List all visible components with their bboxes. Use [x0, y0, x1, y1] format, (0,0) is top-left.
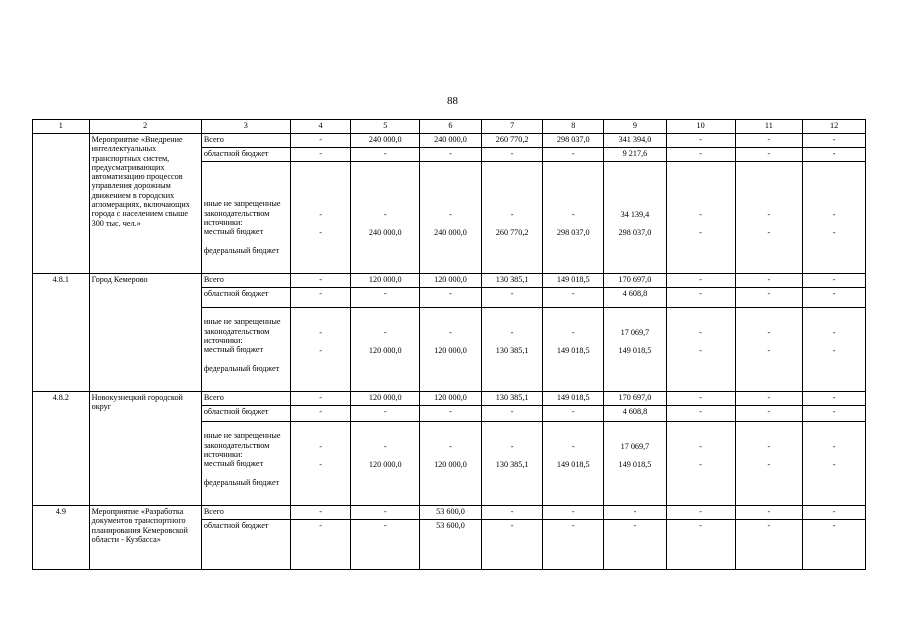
header-cell: 1: [33, 120, 90, 134]
local-budget-value: -: [832, 210, 836, 220]
value-cell: [666, 162, 735, 274]
value-cell: -: [351, 148, 420, 162]
value-cell: -: [290, 392, 351, 406]
value-cell: [351, 162, 420, 274]
value-cell: -: [803, 148, 866, 162]
value-cell: -: [543, 520, 604, 570]
local-budget-value: -: [449, 328, 452, 338]
value-cell: [803, 162, 866, 274]
value-cell: [735, 308, 803, 392]
federal-budget-value: 120 000,0: [434, 459, 467, 469]
federal-budget-value: -: [319, 227, 322, 237]
federal-budget-value: -: [319, 459, 322, 469]
local-budget-value: -: [699, 210, 702, 220]
federal-budget-value: 120 000,0: [434, 345, 467, 355]
header-cell: 11: [735, 120, 803, 134]
local-budget-value: -: [767, 328, 771, 338]
local-budget-value: 17 069,7: [620, 328, 650, 338]
value-cell: -: [351, 506, 420, 520]
value-cell: -: [666, 392, 735, 406]
value-cell: -: [543, 288, 604, 308]
value-cell: [420, 162, 482, 274]
value-cell: -: [351, 288, 420, 308]
header-cell: 8: [543, 120, 604, 134]
value-cell: -: [481, 506, 543, 520]
header-cell: 4: [290, 120, 351, 134]
item-name: Мероприятие «Разработка документов транспортного планирования Кемеровской области - Кузбасса»: [89, 506, 201, 570]
federal-budget-value: 240 000,0: [434, 227, 467, 237]
value-cell: -: [666, 134, 735, 148]
value-cell: [481, 308, 543, 392]
value-cell: [481, 162, 543, 274]
source-label: Всего: [201, 274, 290, 288]
local-budget-value: -: [571, 210, 575, 220]
local-budget-value: -: [510, 442, 514, 452]
value-cell: [735, 422, 803, 506]
federal-budget-value: 130 385,1: [495, 459, 529, 469]
value-cell: -: [481, 288, 543, 308]
federal-budget-value: -: [699, 227, 702, 237]
source-label: Всего: [201, 134, 290, 148]
federal-budget-value: 120 000,0: [368, 345, 402, 355]
value-cell: -: [290, 520, 351, 570]
federal-budget-label: федеральный бюджет: [203, 363, 280, 373]
federal-budget-value: 240 000,0: [368, 227, 402, 237]
header-cell: 7: [481, 120, 543, 134]
source-label: областной бюджет: [201, 148, 290, 162]
value-cell: [481, 422, 543, 506]
value-cell: -: [351, 406, 420, 422]
header-cell: 12: [803, 120, 866, 134]
item-number: 4.9: [33, 506, 90, 570]
header-cell: 10: [666, 120, 735, 134]
value-cell: [543, 422, 604, 506]
local-budget-value: -: [319, 210, 322, 220]
federal-budget-value: 149 018,5: [556, 459, 590, 469]
source-label: Всего: [201, 392, 290, 406]
value-cell: 149 018,5: [543, 392, 604, 406]
federal-budget-value: 298 037,0: [556, 227, 590, 237]
value-cell: [290, 422, 351, 506]
item-name: Город Кемерово: [89, 274, 201, 392]
budget-table: [32, 119, 866, 570]
federal-budget-value: -: [767, 227, 771, 237]
item-number: [33, 134, 90, 274]
local-budget-value: -: [383, 442, 387, 452]
value-cell: 341 394,0: [604, 134, 667, 148]
source-label: Всего: [201, 506, 290, 520]
item-name: Новокузнецкий городской округ: [89, 392, 201, 506]
local-budget-value: -: [383, 210, 387, 220]
source-label: [201, 308, 290, 392]
value-cell: -: [290, 288, 351, 308]
source-label: [201, 162, 290, 274]
value-cell: 53 600,0: [420, 520, 482, 570]
value-cell: [351, 308, 420, 392]
value-cell: [420, 422, 482, 506]
value-cell: [543, 162, 604, 274]
value-cell: [351, 422, 420, 506]
value-cell: 120 000,0: [351, 274, 420, 288]
local-budget-value: 17 069,7: [620, 442, 650, 452]
value-cell: -: [666, 506, 735, 520]
value-cell: -: [290, 148, 351, 162]
value-cell: -: [803, 406, 866, 422]
value-cell: -: [481, 520, 543, 570]
value-cell: -: [735, 288, 803, 308]
local-budget-value: -: [571, 328, 575, 338]
header-cell: 9: [604, 120, 667, 134]
value-cell: -: [666, 274, 735, 288]
value-cell: 298 037,0: [543, 134, 604, 148]
value-cell: 170 697,0: [604, 274, 667, 288]
value-cell: -: [666, 406, 735, 422]
federal-budget-value: 149 018,5: [618, 459, 652, 469]
local-budget-value: -: [571, 442, 575, 452]
value-cell: [604, 162, 667, 274]
value-cell: 240 000,0: [420, 134, 482, 148]
value-cell: 149 018,5: [543, 274, 604, 288]
local-budget-value: -: [699, 328, 702, 338]
local-budget-value: -: [319, 328, 322, 338]
source-label: [201, 422, 290, 506]
value-cell: -: [481, 406, 543, 422]
local-budget-label: местный бюджет: [203, 227, 264, 237]
federal-budget-value: -: [699, 459, 702, 469]
source-label: областной бюджет: [201, 288, 290, 308]
page-number: 88: [447, 95, 458, 107]
value-cell: 120 000,0: [420, 274, 482, 288]
value-cell: -: [351, 520, 420, 570]
table-row: [33, 392, 866, 406]
federal-budget-value: -: [832, 459, 836, 469]
header-row: [33, 120, 866, 134]
value-cell: -: [666, 288, 735, 308]
value-cell: -: [290, 506, 351, 520]
value-cell: -: [735, 148, 803, 162]
value-cell: -: [803, 288, 866, 308]
value-cell: -: [735, 274, 803, 288]
value-cell: 240 000,0: [351, 134, 420, 148]
header-cell: 3: [201, 120, 290, 134]
value-cell: -: [604, 506, 667, 520]
federal-budget-label: федеральный бюджет: [203, 477, 280, 487]
value-cell: [735, 162, 803, 274]
other-sources-label: иные не запрещенные законодательством источники:: [203, 431, 281, 459]
table-row: [33, 274, 866, 288]
local-budget-value: -: [767, 210, 771, 220]
value-cell: -: [735, 520, 803, 570]
local-budget-value: -: [449, 210, 452, 220]
value-cell: -: [290, 406, 351, 422]
federal-budget-value: -: [699, 345, 702, 355]
value-cell: -: [420, 288, 482, 308]
local-budget-label: местный бюджет: [203, 345, 264, 355]
federal-budget-label: федеральный бюджет: [203, 245, 280, 255]
value-cell: [604, 308, 667, 392]
value-cell: [290, 162, 351, 274]
table-row: [33, 506, 866, 520]
item-number: 4.8.2: [33, 392, 90, 506]
source-label: областной бюджет: [201, 520, 290, 570]
local-budget-value: -: [449, 442, 452, 452]
value-cell: -: [290, 134, 351, 148]
value-cell: -: [290, 274, 351, 288]
value-cell: [666, 308, 735, 392]
value-cell: 4 608,8: [604, 288, 667, 308]
value-cell: -: [803, 520, 866, 570]
value-cell: -: [666, 148, 735, 162]
local-budget-value: -: [510, 328, 514, 338]
federal-budget-value: 149 018,5: [556, 345, 590, 355]
value-cell: -: [543, 406, 604, 422]
value-cell: 170 697,0: [604, 392, 667, 406]
value-cell: -: [735, 134, 803, 148]
value-cell: -: [604, 520, 667, 570]
item-name: Мероприятие «Внедрение интеллектуальных транспортных систем, предусматривающих автоматизацию процессов управления дорожным движением в городских агломерациях, включающих города с населением свыше 300 тыс. чел.»: [89, 134, 201, 274]
value-cell: 120 000,0: [351, 392, 420, 406]
value-cell: 9 217,6: [604, 148, 667, 162]
value-cell: 130 385,1: [481, 392, 543, 406]
other-sources-label: иные не запрещенные законодательством источники:: [203, 317, 281, 345]
federal-budget-value: -: [767, 345, 771, 355]
value-cell: [420, 308, 482, 392]
value-cell: -: [803, 506, 866, 520]
value-cell: -: [481, 148, 543, 162]
local-budget-value: -: [510, 210, 514, 220]
federal-budget-value: 260 770,2: [495, 227, 529, 237]
value-cell: 53 600,0: [420, 506, 482, 520]
value-cell: -: [735, 506, 803, 520]
federal-budget-value: -: [319, 345, 322, 355]
local-budget-value: -: [383, 328, 387, 338]
federal-budget-value: 149 018,5: [618, 345, 652, 355]
federal-budget-value: -: [832, 345, 836, 355]
value-cell: -: [803, 392, 866, 406]
value-cell: [290, 308, 351, 392]
local-budget-value: -: [832, 442, 836, 452]
federal-budget-value: -: [767, 459, 771, 469]
header-cell: 2: [89, 120, 201, 134]
value-cell: -: [420, 148, 482, 162]
federal-budget-value: 130 385,1: [495, 345, 529, 355]
value-cell: -: [543, 148, 604, 162]
value-cell: -: [420, 406, 482, 422]
value-cell: 130 385,1: [481, 274, 543, 288]
value-cell: -: [735, 392, 803, 406]
header-cell: 5: [351, 120, 420, 134]
local-budget-label: местный бюджет: [203, 459, 264, 469]
value-cell: -: [735, 406, 803, 422]
local-budget-value: -: [767, 442, 771, 452]
federal-budget-value: -: [832, 227, 836, 237]
item-number: 4.8.1: [33, 274, 90, 392]
value-cell: -: [803, 274, 866, 288]
value-cell: 260 770,2: [481, 134, 543, 148]
federal-budget-value: 298 037,0: [618, 227, 652, 237]
header-cell: 6: [420, 120, 482, 134]
local-budget-value: -: [832, 328, 836, 338]
value-cell: [803, 308, 866, 392]
value-cell: [803, 422, 866, 506]
value-cell: -: [543, 506, 604, 520]
federal-budget-value: 120 000,0: [368, 459, 402, 469]
local-budget-value: 34 139,4: [620, 210, 650, 220]
value-cell: 4 608,8: [604, 406, 667, 422]
other-sources-label: иные не запрещенные законодательством источники:: [203, 199, 281, 227]
source-label: областной бюджет: [201, 406, 290, 422]
table-row: [33, 134, 866, 148]
value-cell: 120 000,0: [420, 392, 482, 406]
local-budget-value: -: [699, 442, 702, 452]
value-cell: -: [803, 134, 866, 148]
value-cell: -: [666, 520, 735, 570]
value-cell: [666, 422, 735, 506]
local-budget-value: -: [319, 442, 322, 452]
value-cell: [604, 422, 667, 506]
value-cell: [543, 308, 604, 392]
